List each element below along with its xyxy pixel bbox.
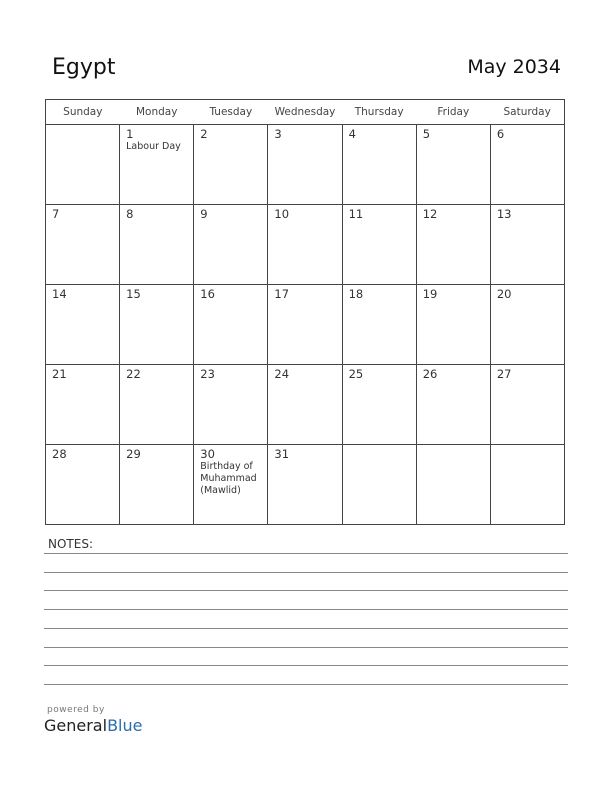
day-cell	[490, 445, 564, 525]
week-row	[46, 125, 565, 205]
day-number: 14	[52, 287, 67, 301]
week-row	[46, 445, 565, 525]
day-number: 3	[274, 127, 282, 141]
day-cell	[120, 285, 194, 365]
weekday-thursday: Thursday	[342, 100, 416, 125]
day-cell	[342, 285, 416, 365]
powered-by-text: powered by	[47, 705, 105, 715]
day-number: 24	[274, 367, 290, 381]
day-number: 13	[496, 207, 512, 221]
day-cell	[268, 285, 342, 365]
day-cell	[342, 445, 416, 525]
brand-name-part1: General	[44, 716, 108, 735]
day-number: 2	[200, 127, 208, 141]
weekday-tuesday: Tuesday	[194, 100, 268, 125]
day-cell	[46, 125, 120, 205]
note-line	[44, 609, 568, 610]
holiday-label: Birthday of Muhammad (Mawlid)	[200, 461, 257, 496]
weekday-monday: Monday	[120, 100, 194, 125]
note-line	[44, 684, 568, 685]
calendar-grid	[45, 99, 565, 525]
day-number: 21	[52, 367, 67, 381]
day-number: 28	[52, 447, 67, 461]
day-cell	[416, 205, 490, 285]
day-number: 19	[422, 287, 438, 301]
day-number: 1	[126, 127, 134, 141]
weekday-header-row	[46, 100, 565, 125]
holiday-label: Labour Day	[126, 141, 181, 152]
day-cell	[342, 365, 416, 445]
day-cell	[120, 205, 194, 285]
day-number: 23	[200, 367, 215, 381]
day-cell	[120, 125, 194, 205]
day-number: 7	[52, 207, 60, 221]
day-number: 22	[126, 367, 141, 381]
day-cell	[268, 365, 342, 445]
day-cell	[268, 125, 342, 205]
day-number: 5	[422, 127, 431, 141]
day-number: 9	[200, 207, 208, 221]
day-number: 29	[126, 447, 141, 461]
day-number: 15	[126, 287, 141, 301]
week-row	[46, 365, 565, 445]
day-cell	[416, 365, 490, 445]
note-line	[44, 590, 568, 591]
week-row	[46, 285, 565, 365]
brand-name-part2: Blue	[107, 716, 143, 735]
day-cell	[342, 125, 416, 205]
day-cell	[46, 205, 120, 285]
brand-logo	[44, 716, 142, 735]
day-number: 30	[200, 447, 215, 461]
day-cell	[490, 125, 564, 205]
weekday-saturday: Saturday	[490, 100, 564, 125]
day-cell	[194, 445, 268, 525]
day-cell	[342, 205, 416, 285]
day-number: 20	[496, 287, 512, 301]
day-cell	[120, 445, 194, 525]
day-cell	[194, 285, 268, 365]
day-number: 17	[274, 287, 290, 301]
weekday-friday: Friday	[416, 100, 490, 125]
day-number: 4	[348, 127, 356, 141]
day-cell	[416, 285, 490, 365]
day-number: 25	[348, 367, 364, 381]
day-cell	[490, 285, 564, 365]
day-number: 31	[274, 447, 290, 461]
month-title: May 2034	[467, 56, 561, 78]
note-line	[44, 665, 568, 666]
day-number: 27	[496, 367, 512, 381]
week-row	[46, 205, 565, 285]
day-cell	[416, 125, 490, 205]
day-number: 6	[496, 127, 505, 141]
day-number: 10	[274, 207, 290, 221]
weekday-sunday: Sunday	[46, 100, 120, 125]
day-number: 16	[200, 287, 215, 301]
day-number: 18	[348, 287, 364, 301]
day-number: 11	[348, 207, 364, 221]
day-cell	[120, 365, 194, 445]
note-line	[44, 553, 568, 554]
day-cell	[46, 285, 120, 365]
day-cell	[194, 205, 268, 285]
day-cell	[194, 365, 268, 445]
day-cell	[268, 205, 342, 285]
day-cell	[46, 365, 120, 445]
day-number: 26	[422, 367, 438, 381]
day-cell	[490, 205, 564, 285]
day-cell	[416, 445, 490, 525]
day-number: 12	[422, 207, 438, 221]
day-cell	[268, 445, 342, 525]
weekday-wednesday: Wednesday	[268, 100, 342, 125]
note-line	[44, 647, 568, 648]
notes-label: NOTES:	[48, 537, 93, 551]
note-line	[44, 572, 568, 573]
day-cell	[46, 445, 120, 525]
day-cell	[490, 365, 564, 445]
day-number: 8	[126, 207, 134, 221]
note-line	[44, 628, 568, 629]
day-cell	[194, 125, 268, 205]
country-title: Egypt	[52, 55, 116, 80]
